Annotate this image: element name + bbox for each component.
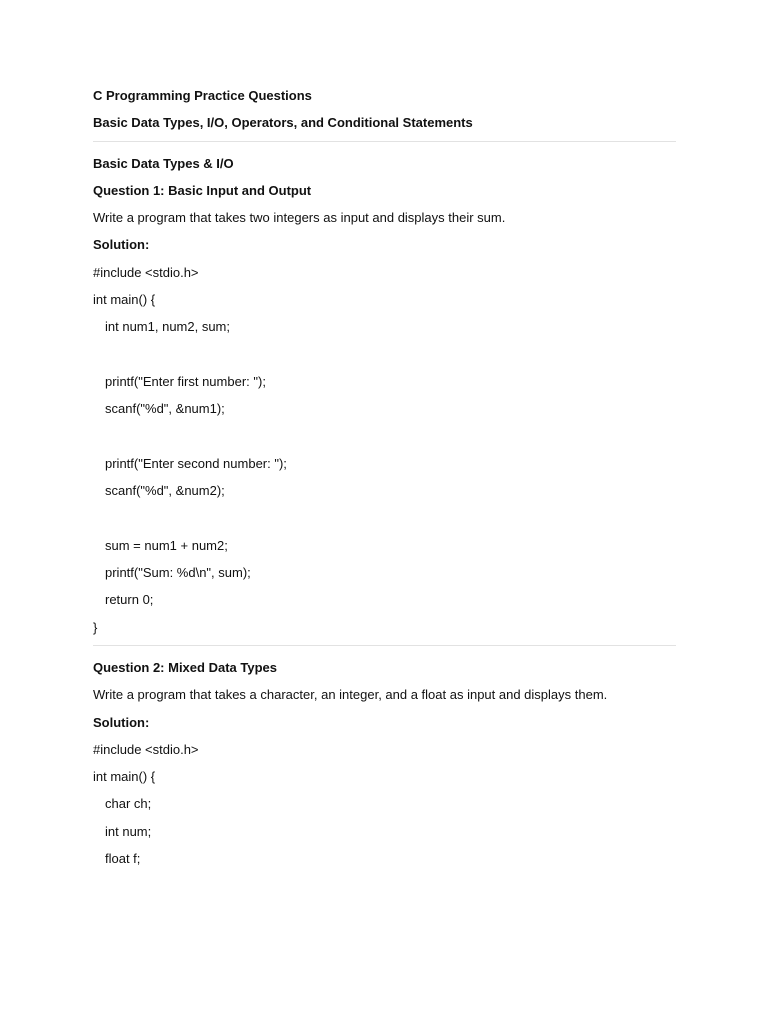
code-line-blank bbox=[93, 427, 676, 446]
code-line: int num1, num2, sum; bbox=[105, 319, 230, 335]
code-line: scanf("%d", &num1); bbox=[105, 401, 225, 417]
question-1-heading: Question 1: Basic Input and Output bbox=[93, 182, 312, 198]
code-line: #include <stdio.h> bbox=[93, 741, 199, 757]
question-2-heading: Question 2: Mixed Data Types bbox=[93, 659, 277, 675]
code-line: sum = num1 + num2; bbox=[105, 537, 228, 553]
question-1-code-block bbox=[93, 263, 676, 637]
document-page bbox=[93, 86, 676, 876]
question-1-solution-label: Solution: bbox=[93, 237, 150, 253]
section-heading: Basic Data Types & I/O bbox=[93, 155, 234, 171]
divider bbox=[93, 141, 676, 142]
question-2-prompt: Write a program that takes a character, an integer, and a float as input and displays them. bbox=[93, 687, 608, 703]
code-line: printf("Enter first number: "); bbox=[105, 373, 266, 389]
code-line: int main() { bbox=[93, 292, 156, 308]
code-line: float f; bbox=[105, 851, 141, 867]
code-line: char ch; bbox=[105, 796, 152, 812]
question-2-code-block bbox=[93, 740, 676, 868]
code-line: printf("Sum: %d\n", sum); bbox=[105, 565, 251, 581]
code-line: } bbox=[93, 619, 98, 635]
question-2-solution-label: Solution: bbox=[93, 714, 150, 730]
question-1-prompt: Write a program that takes two integers as input and displays their sum. bbox=[93, 210, 506, 226]
document-subtitle: Basic Data Types, I/O, Operators, and Conditional Statements bbox=[93, 115, 473, 131]
code-line: return 0; bbox=[105, 592, 154, 608]
code-line: scanf("%d", &num2); bbox=[105, 483, 225, 499]
code-line: #include <stdio.h> bbox=[93, 264, 199, 280]
code-line-blank bbox=[93, 345, 676, 364]
divider bbox=[93, 645, 676, 646]
code-line: int main() { bbox=[93, 769, 156, 785]
code-line-blank bbox=[93, 508, 676, 527]
document-title: C Programming Practice Questions bbox=[93, 88, 312, 103]
code-line: printf("Enter second number: "); bbox=[105, 455, 287, 471]
code-line: int num; bbox=[105, 823, 152, 839]
